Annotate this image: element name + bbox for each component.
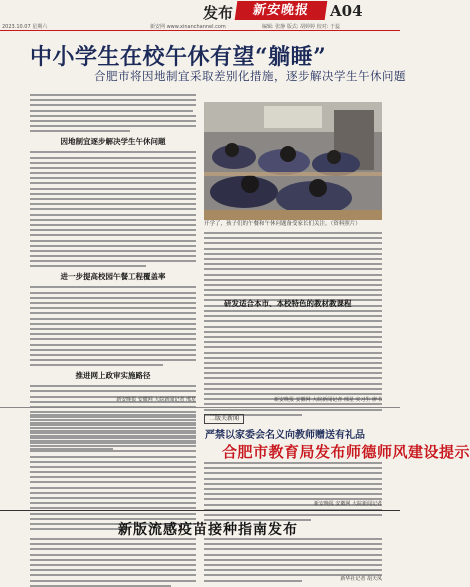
- masthead: [0, 0, 400, 22]
- divider-bottom: [0, 510, 400, 511]
- side-section-title: 研发适合本市、本校特色的教材教课程: [224, 299, 352, 308]
- side-credit: 新安晚报 安徽网 大皖新闻记者 邢星 实习生 廖书: [274, 397, 382, 403]
- section-subhead-3: 推进网上政审实施路径: [75, 371, 151, 381]
- policy-kicker: 严禁以家委会名义向教师赠送有礼品: [205, 430, 365, 441]
- website: 新安网 www.xinanchannel.com: [150, 24, 226, 30]
- section-name: 发布: [203, 4, 234, 22]
- divider: [0, 407, 400, 408]
- lead-headline: 中小学生在校午休有望“躺睡”: [30, 44, 327, 70]
- related-news-tag: 二版关新闻: [204, 414, 244, 424]
- policy-body: [204, 462, 382, 521]
- photo-caption: 开学了，孩子们的午餐和午休问题备受家长们关注。（资料照片）: [204, 221, 361, 227]
- lower-left-body: [30, 414, 196, 530]
- masthead-meta: [0, 22, 400, 31]
- vaccine-credit: 新华社记者 胡天凤: [340, 576, 382, 582]
- issue-date: 2023.10.07 星期六: [2, 24, 48, 30]
- lead-subhead: 合肥市将因地制宜采取差别化措施，逐步解决学生午休问题: [94, 69, 406, 83]
- editor-credits: 编辑: 张静 版式: 胡婷婷 校对: 于蕊: [262, 24, 341, 30]
- policy-credit: 新安晚报 安徽网 大皖新闻记者: [313, 501, 382, 507]
- section-subhead-1: 因地制宜逐步解决学生午休问题: [60, 137, 166, 147]
- students-napping-image: [204, 102, 382, 220]
- page-number: A04: [330, 2, 363, 20]
- lead-credit: 新安晚报 安徽网 大皖新闻记者 邢星: [116, 397, 196, 403]
- newspaper-logo: 新安晚报: [235, 1, 328, 20]
- vaccine-headline: 新版流感疫苗接种指南发布: [118, 522, 298, 538]
- policy-headline: 合肥市教育局发布师德师风建设提示: [222, 443, 470, 461]
- vaccine-col-1: [30, 538, 196, 587]
- section-subhead-2: 进一步提高校园午餐工程覆盖率: [60, 272, 166, 282]
- classroom-photo: [204, 102, 382, 220]
